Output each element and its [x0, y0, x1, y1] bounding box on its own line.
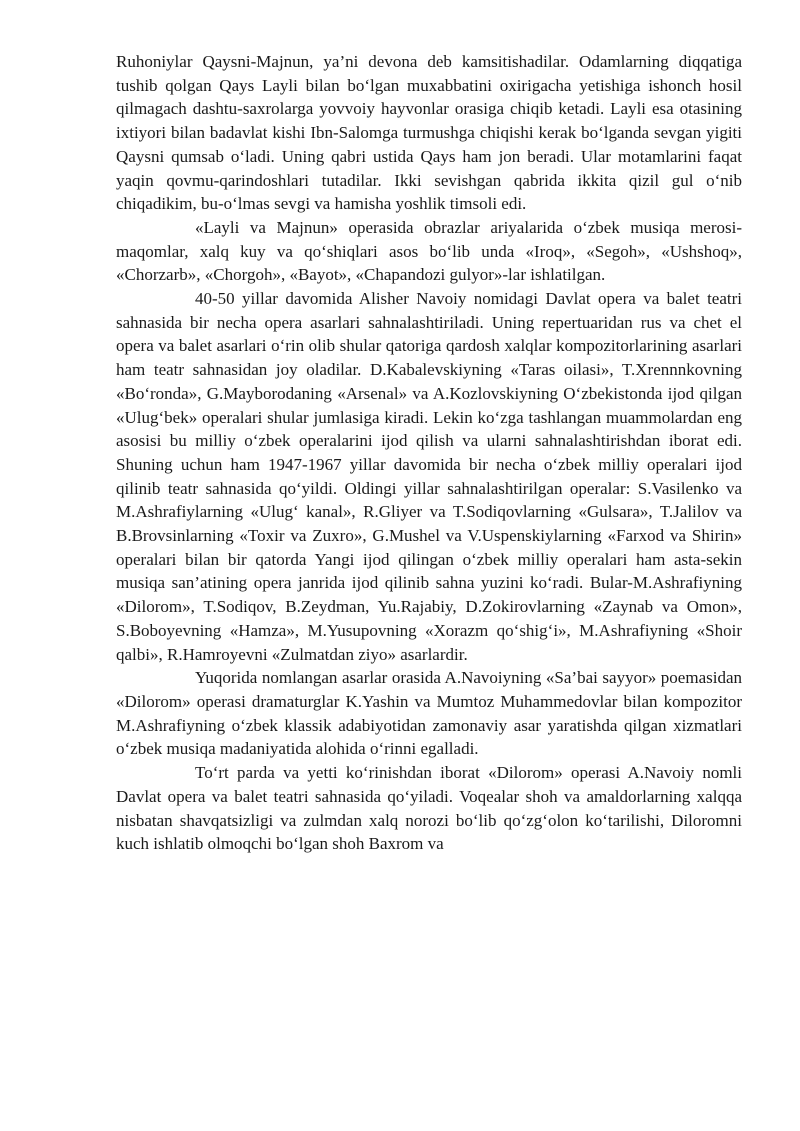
paragraph-opera-maqoms: «Layli va Majnun» operasida obrazlar ariyalarida o‘zbek musiqa merosi-maqomlar, xalq kuy va qo‘shiqlari asos bo‘lib unda «Iroq», «Segoh», «Ushshoq», «Chorzarb», «Chorgoh», «Bayot», «Chapandozi gulyor»-lar ishlatilgan.: [116, 217, 742, 285]
paragraph-layli-majnun-ending: Ruhoniylar Qaysni-Majnun, ya’ni devona deb kamsitishadilar. Odamlarning diqqatiga tushib qolgan Qays Layli bilan bo‘lgan muxabbatini oxirigacha yetishiga ishonch hosil qilmagach dashtu-saxrolarga yovvoiy hayvonlar orasiga chiqib ketadi. Layli esa otasining ixtiyori bilan badavlat kishi Ibn-Salomga turmushga chiqishi kerak bo‘lganda sevgan yigiti Qaysni qumsab o‘ladi. Uning qabri ustida Qays ham jon beradi. Ular motamlarini faqat yaqin qovmu-qarindoshlari tutadilar. Ikki sevishgan qabrida ikkita qizil gul o‘nib chiqadikim, bu-o‘lmas sevgi va hamisha yoshlik timsoli edi.: [116, 52, 742, 214]
paragraph-dilorom-significance: Yuqorida nomlangan asarlar orasida A.Navoiyning «Sa’bai sayyor» poemasidan «Dilorom» operasi dramaturglar K.Yashin va Mumtoz Muhammedovlar bilan kompozitor M.Ashrafiyning o‘zbek klassik adabiyotidan zamonaviy asar yaratishda qilgan xizmatlari o‘zbek musiqa madaniyatida alohida o‘rinni egalladi.: [116, 668, 742, 759]
paragraph-theatre-repertoire: 40-50 yillar davomida Alisher Navoiy nomidagi Davlat opera va balet teatri sahnasida bir necha opera asarlari sahnalashtiriladi. Uning repertuaridan rus va chet el opera va balet asarlari o‘rin olib shular qatoriga qardosh xalqlar kompozitorlarining asarlari ham teatr sahnasidan joy oladilar. D.Kabalevskiyning «Taras oilasi», T.Xrennnkovning «Bo‘ronda», G.Mayborodaning «Arsenal» va A.Kozlovskiyning O‘zbekistonda ijod qilgan «Ulug‘bek» operalari shular jumlasiga kiradi. Lekin ko‘zga tashlangan muammolardan eng asosisi bu milliy o‘zbek operalarini ijod qilish va ularni sahnalashtirishdan iborat edi. Shuning uchun ham 1947-1967 yillar davomida bir necha o‘zbek milliy operalari ijod qilinib teatr sahnasida qo‘yildi. Oldingi yillar sahnalashtirilgan operalar: S.Vasilenko va M.Ashrafiylarning «Ulug‘ kanal», R.Gliyer va T.Sodiqovlarning «Gulsara», T.Jalilov va B.Brovsinlarning «Toxir va Zuxro», G.Mushel va V.Uspenskiylarning «Farxod va Shirin» operalari bilan bir qatorda Yangi ijod qilingan o‘zbek milliy operalari ham asta-sekin musiqa san’atining opera janrida ijod qilinib sahna yuzini ko‘radi. Bular-M.Ashrafiyning «Dilorom», T.Sodiqov, B.Zeydman, Yu.Rajabiy, D.Zokirovlarning «Zaynab va Omon», S.Boboyevning «Hamza», M.Yusupovning «Xorazm qo‘shig‘i», M.Ashrafiyning «Shoir qalbi», R.Hamroyevni «Zulmatdan ziyo» asarlardir.: [116, 289, 742, 664]
paragraph-dilorom-plot: To‘rt parda va yetti ko‘rinishdan iborat «Dilorom» operasi A.Navoiy nomli Davlat opera va balet teatri sahnasida qo‘yiladi. Voqealar shoh va amaldorlarning xalqqa nisbatan shavqatsizligi va zulmdan xalq norozi bo‘lib qo‘zg‘olon ko‘tarilishi, Diloromni kuch ishlatib olmoqchi bo‘lgan shoh Baxrom va: [116, 763, 742, 854]
